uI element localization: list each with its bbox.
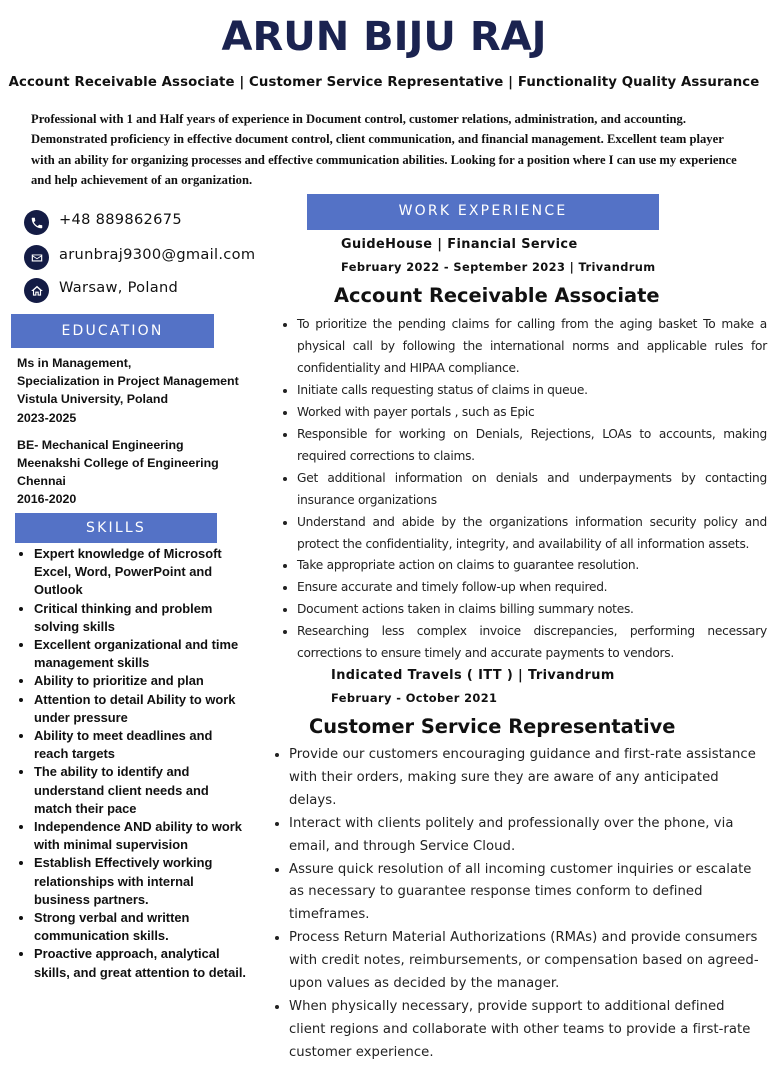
responsibility-item: • Researching less complex invoice discrepancies, performing necessary corrections to ensure timely and accurate payments to vendors.	[297, 621, 767, 665]
skill-item: • Proactive approach, analytical skills, and great attention to detail.	[34, 945, 249, 981]
degree: BE- Mechanical Engineering	[17, 437, 184, 452]
email-address[interactable]: arunbraj9300@gmail.com	[59, 246, 256, 263]
responsibility-item: • Interact with clients politely and professionally over the phone, via email, and through Service Cloud.	[289, 813, 765, 859]
company-name: GuideHouse | Financial Service	[341, 237, 578, 252]
candidate-name: ARUN BIJU RAJ	[221, 14, 547, 60]
skills-list	[16, 545, 249, 982]
professional-summary: Professional with 1 and Half years of experience in Document control, customer relations, administration, and accounting. Demonstrated proficiency in effective document control, client communication, and financial management. Excellent team player with an ability for organizing processes and effective communication abilities. Looking for a position where I can use my experience and help achievement of an organization.	[31, 112, 737, 187]
responsibility-item: • Understand and abide by the organizations information security policy and protect the confidentiality, integrity, and availability of all information assets.	[297, 512, 767, 556]
skill-item: • Ability to meet deadlines and reach targets	[34, 727, 249, 763]
location-text: Warsaw, Poland	[59, 279, 179, 296]
job-title: Customer Service Representative	[309, 715, 676, 738]
responsibility-item: • Worked with payer portals , such as Epic	[297, 402, 767, 424]
headline-roles: Account Receivable Associate | Customer Service Representative | Functionality Quality Assurance	[8, 75, 760, 90]
institution-city: Chennai	[17, 474, 66, 489]
work-experience-heading: WORK EXPERIENCE	[307, 194, 659, 230]
skill-item: • Establish Effectively working relationships with internal business partners.	[34, 854, 249, 909]
education-years: 2016-2020	[17, 492, 77, 507]
envelope-icon	[24, 245, 49, 270]
responsibility-item: • When physically necessary, provide support to additional defined client regions and collaborate with other teams to provide a first-rate customer experience.	[289, 996, 765, 1065]
job-title: Account Receivable Associate	[334, 284, 660, 307]
responsibility-item: • Take appropriate action on claims to guarantee resolution.	[297, 555, 767, 577]
responsibility-item: • To prioritize the pending claims for calling from the aging basket To make a physical call by following the international norms and applicable rules for confidentiality and HIPAA compliance.	[297, 314, 767, 380]
skill-item: • Ability to prioritize and plan	[34, 672, 249, 690]
education-years: 2023-2025	[17, 410, 77, 425]
institution: Meenakshi College of Engineering	[17, 456, 219, 471]
skills-heading: SKILLS	[15, 513, 217, 543]
skill-item: • Excellent organizational and time management skills	[34, 636, 249, 672]
responsibility-item: • Document actions taken in claims billing summary notes.	[297, 599, 767, 621]
education-heading: EDUCATION	[11, 314, 214, 348]
skill-item: • Expert knowledge of Microsoft Excel, Word, PowerPoint and Outlook	[34, 545, 249, 600]
responsibility-item: • Get additional information on denials and underpayments by contacting insurance organizations	[297, 468, 767, 512]
job-responsibilities	[280, 314, 767, 665]
education-section	[17, 354, 252, 518]
responsibility-item: • Ensure accurate and timely follow-up when required.	[297, 577, 767, 599]
skill-item: • The ability to identify and understand client needs and match their pace	[34, 763, 249, 818]
institution: Vistula University, Poland	[17, 392, 169, 407]
phone-icon	[24, 210, 49, 235]
education-entry	[17, 436, 252, 509]
job-dates: February 2022 - September 2023 | Trivandrum	[341, 260, 656, 274]
responsibility-item: • Process Return Material Authorizations (RMAs) and provide consumers with credit notes, reimbursements, or compensation based on agreed-upon values as decided by the manager.	[289, 927, 765, 996]
degree: Ms in Management,	[17, 356, 132, 370]
responsibility-item: • Initiate calls requesting status of claims in queue.	[297, 380, 767, 402]
job-dates: February - October 2021	[331, 691, 498, 705]
responsibility-item: • Responsible for working on Denials, Rejections, LOAs to accounts, making required corrections to claims.	[297, 424, 767, 468]
job-responsibilities	[271, 744, 765, 1065]
skill-item: • Attention to detail Ability to work under pressure	[34, 691, 249, 727]
skill-item: • Strong verbal and written communication skills.	[34, 909, 249, 945]
home-icon	[24, 278, 49, 303]
specialization: Specialization in Project Management	[17, 374, 239, 389]
education-entry	[17, 354, 252, 427]
responsibility-item: • Assure quick resolution of all incoming customer inquiries or escalate as necessary to guarantee response times conform to defined timeframes.	[289, 859, 765, 928]
phone-number[interactable]: +48 889862675	[59, 211, 182, 228]
responsibility-item: • Provide our customers encouraging guidance and first-rate assistance with their orders, making sure they are aware of any anticipated delays.	[289, 744, 765, 813]
skill-item: • Critical thinking and problem solving skills	[34, 600, 249, 636]
company-name: Indicated Travels ( ITT ) | Trivandrum	[331, 668, 615, 683]
skill-item: • Independence AND ability to work with minimal supervision	[34, 818, 249, 854]
